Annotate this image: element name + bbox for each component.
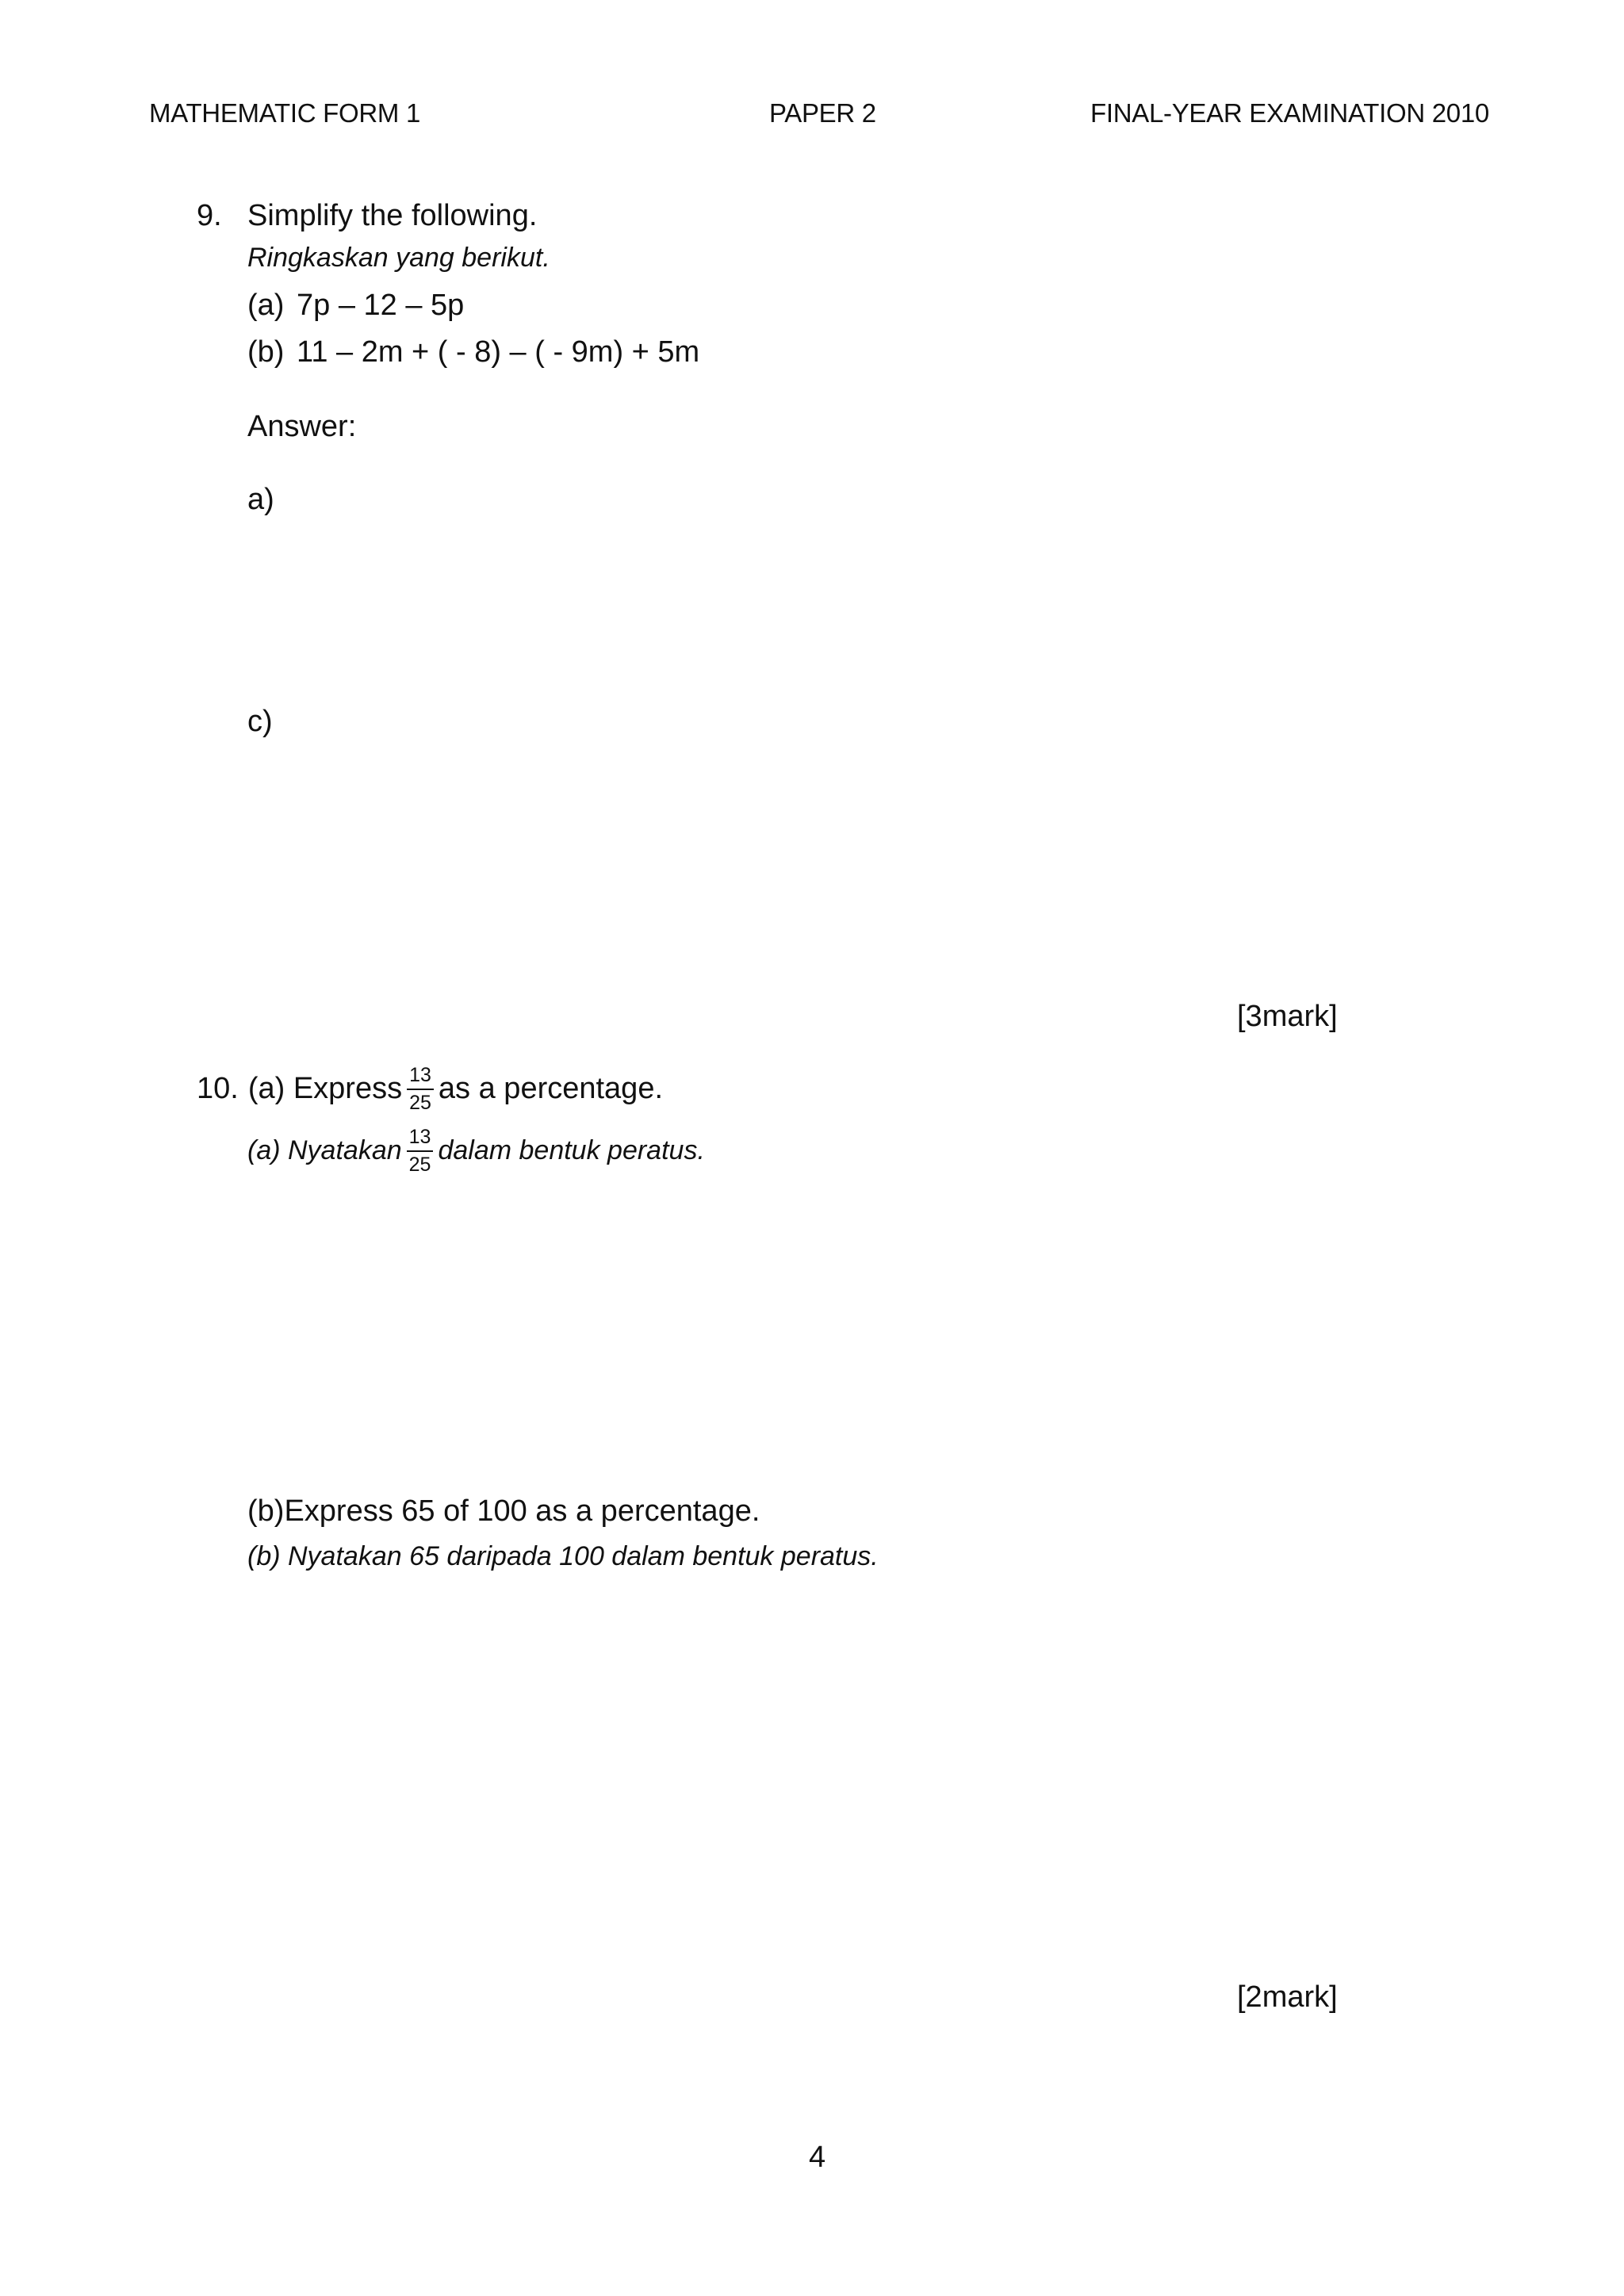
part-b-expression: 11 – 2m + ( - 8) – ( - 9m) + 5m (297, 335, 700, 369)
question-instruction: Simplify the following. (247, 199, 538, 232)
fraction-numerator: 13 (407, 1126, 434, 1152)
question-number: 10. (197, 1072, 239, 1106)
question-10-part-a (197, 1064, 663, 1115)
part-b-text: (b)Express 65 of 100 as a percentage. (247, 1494, 760, 1528)
part-a-malay-prefix: (a) Nyatakan (247, 1135, 402, 1166)
question-number: 9. (197, 199, 222, 232)
part-a-prefix: (a) Express (247, 1072, 403, 1106)
marks-label: [3mark] (1237, 1000, 1338, 1033)
question-instruction-malay: Ringkaskan yang berikut. (247, 243, 550, 273)
part-b-label: (b) (247, 335, 285, 369)
fraction (407, 1126, 434, 1177)
part-a-malay-suffix: dalam bentuk peratus. (438, 1135, 705, 1166)
part-a-expression: 7p – 12 – 5p (297, 289, 465, 322)
answer-label: Answer: (247, 410, 357, 443)
page-number: 4 (809, 2141, 826, 2174)
marks-label: [2mark] (1237, 1980, 1338, 2014)
fraction-numerator: 13 (407, 1064, 434, 1090)
part-b-text-malay: (b) Nyatakan 65 daripada 100 dalam bentuk peratus. (247, 1541, 879, 1571)
question-10-part-a-malay (247, 1126, 705, 1177)
part-a-label: (a) (247, 289, 285, 322)
fraction-denominator: 25 (409, 1091, 431, 1114)
answer-a-label: a) (247, 483, 274, 516)
header-paper: PAPER 2 (769, 98, 876, 128)
header-exam: FINAL-YEAR EXAMINATION 2010 (1090, 98, 1489, 128)
header-subject: MATHEMATIC FORM 1 (149, 98, 420, 128)
fraction (407, 1064, 434, 1115)
answer-c-label: c) (247, 705, 273, 738)
fraction-denominator: 25 (408, 1153, 431, 1176)
part-a-suffix: as a percentage. (438, 1072, 664, 1106)
